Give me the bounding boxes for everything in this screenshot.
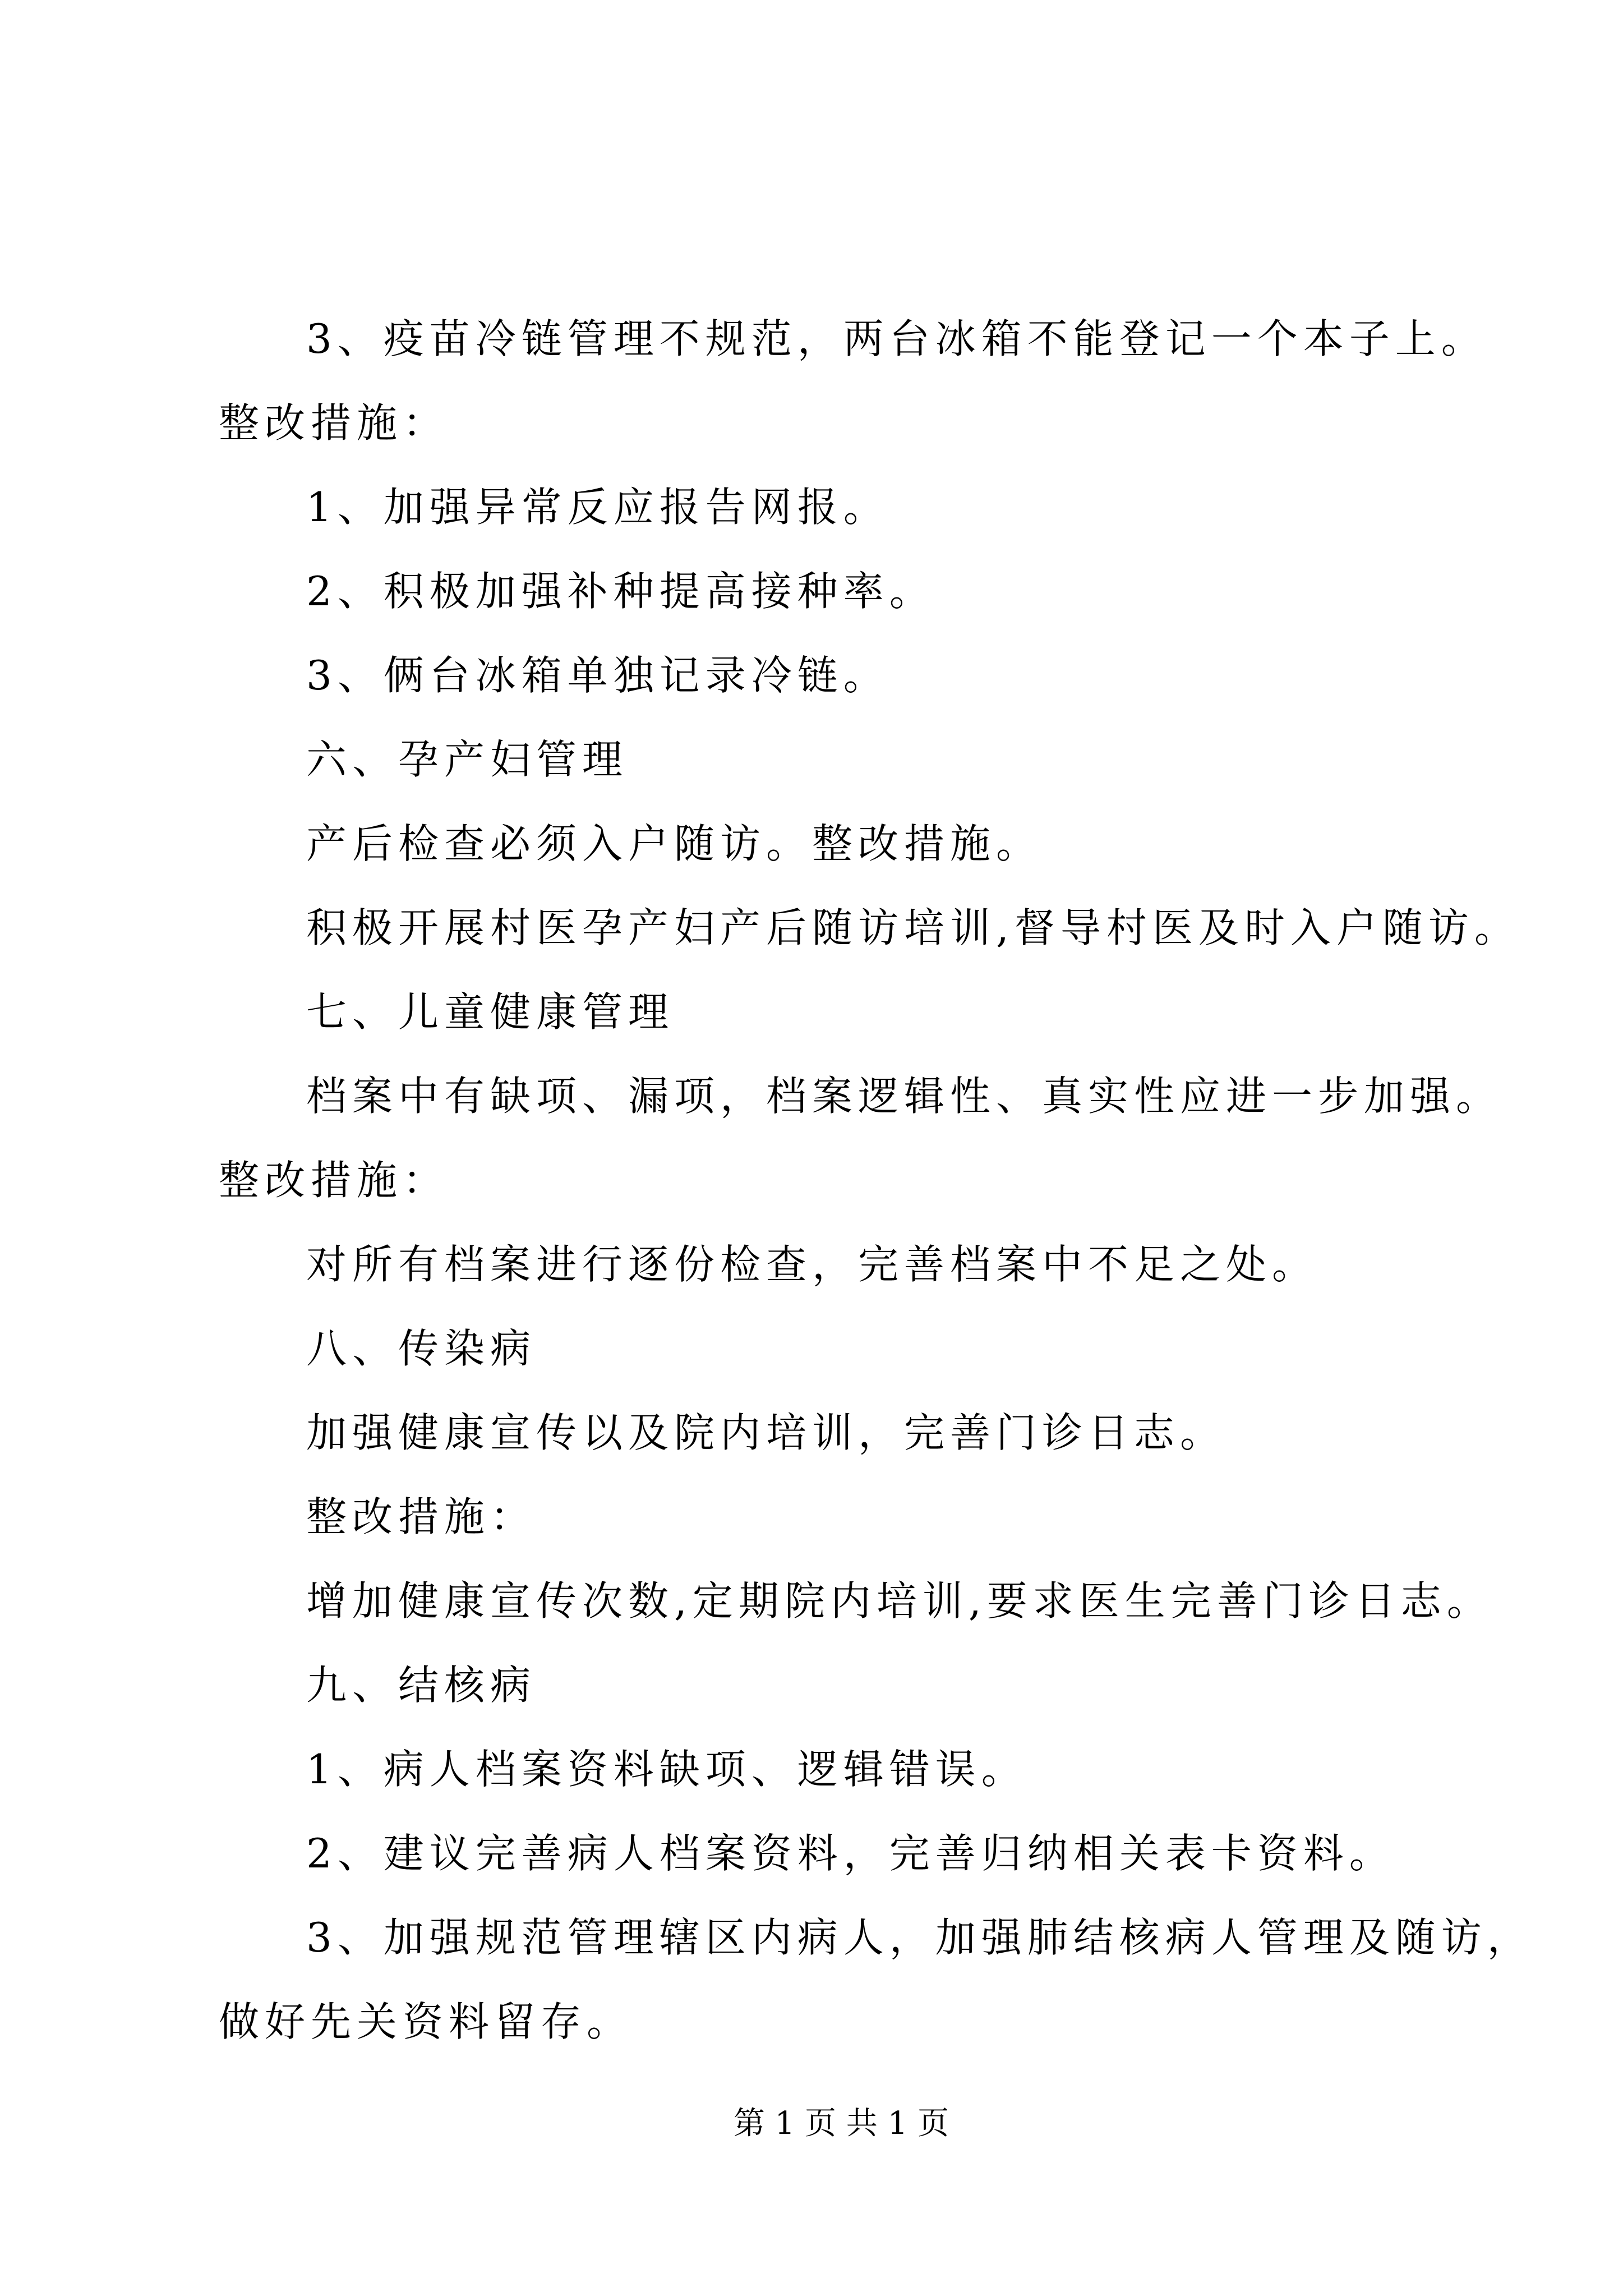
section-heading: 六、孕产妇管理 (306, 736, 629, 783)
paragraph-line: 增加健康宣传次数,定期院内培训,要求医生完善门诊日志。 (306, 1577, 1493, 1625)
paragraph-line: 1、病人档案资料缺项、逻辑错误。 (306, 1746, 1027, 1793)
paragraph-line: 积极开展村医孕产妇产后随访培训,督导村医及时入户随访。 (306, 904, 1520, 951)
section-heading: 九、结核病 (306, 1662, 537, 1709)
paragraph-line: 档案中有缺项、漏项，档案逻辑性、真实性应进一步加强。 (306, 1073, 1502, 1120)
paragraph-line: 产后检查必须入户随访。整改措施。 (306, 820, 1043, 867)
paragraph-line: 1、加强异常反应报告网报。 (306, 484, 889, 531)
paragraph-line: 整改措施： (219, 399, 449, 447)
section-heading: 八、传染病 (306, 1325, 537, 1372)
page-footer: 第 1 页 共 1 页 (733, 2105, 949, 2142)
paragraph-line: 加强健康宣传以及院内培训，完善门诊日志。 (306, 1409, 1227, 1456)
paragraph-line: 2、建议完善病人档案资料，完善归纳相关表卡资料。 (306, 1830, 1395, 1877)
paragraph-line: 做好先关资料留存。 (219, 1998, 633, 2045)
paragraph-line: 2、积极加强补种提高接种率。 (306, 568, 935, 615)
paragraph-line: 3、疫苗冷链管理不规范，两台冰箱不能登记一个本子上。 (306, 315, 1487, 362)
paragraph-line: 整改措施： (306, 1493, 537, 1540)
paragraph-line: 对所有档案进行逐份检查，完善档案中不足之处。 (306, 1241, 1318, 1288)
paragraph-line: 3、俩台冰箱单独记录冷链。 (306, 652, 889, 699)
section-heading: 七、儿童健康管理 (306, 988, 675, 1036)
paragraph-line: 整改措施： (219, 1157, 449, 1204)
paragraph-line: 3、加强规范管理辖区内病人，加强肺结核病人管理及随访， (306, 1914, 1533, 1961)
